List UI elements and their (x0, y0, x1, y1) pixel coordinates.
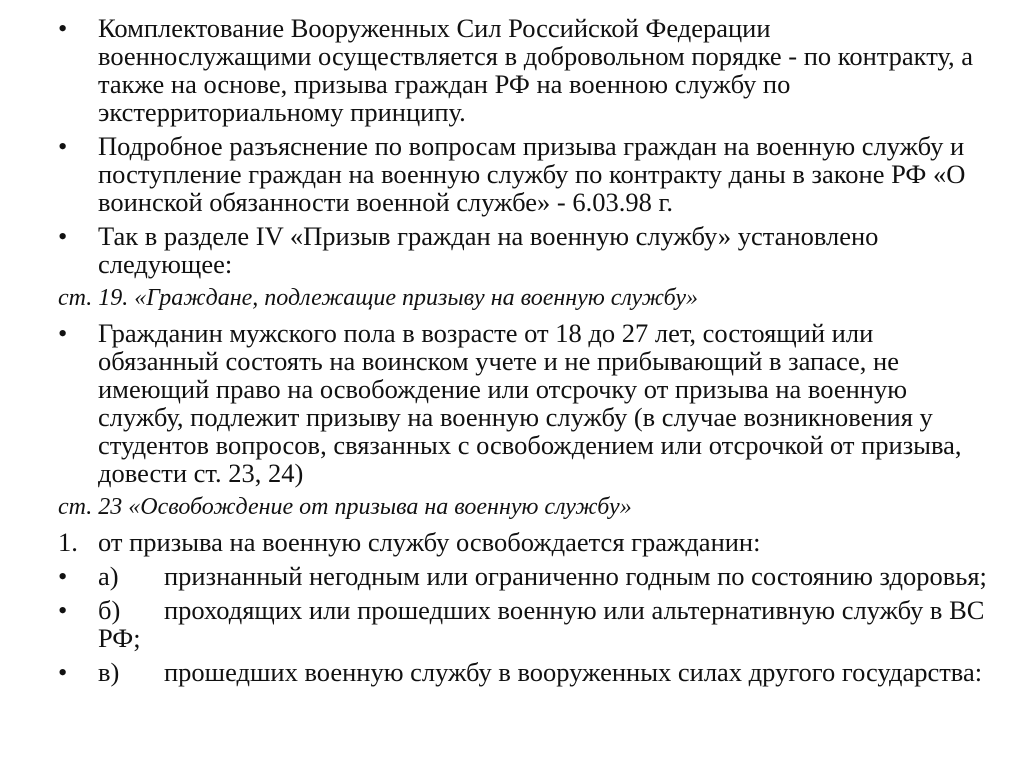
article-19-heading: ст. 19. «Граждане, подлежащие призыву на военную службу» (58, 285, 699, 311)
bullet-marker: • (58, 131, 68, 161)
sub-item-text: прошедших военную службу в вооруженных силах другого государства: (164, 657, 983, 687)
bullet-marker: • (58, 318, 68, 348)
sub-item-label: б) (98, 595, 121, 625)
sub-item-text: признанный негодным или ограниченно годным по состоянию здоровья; (164, 561, 987, 591)
sub-item-body (98, 658, 988, 686)
sub-item-label: в) (98, 657, 120, 687)
numbered-item (58, 528, 988, 556)
sub-item-text: проходящих или прошедших военную или альтернативную службу в ВС РФ; (98, 595, 985, 653)
bullet-item (58, 319, 988, 487)
bullet-text: Так в разделе IV «Призыв граждан на военную службу» установлено следующее: (98, 221, 879, 279)
sub-item-body (98, 562, 988, 590)
sub-item (58, 596, 988, 652)
sub-item (58, 562, 988, 590)
bullet-item (58, 222, 988, 278)
bullet-text: Комплектование Вооруженных Сил Российской Федерации военнослужащими осуществляется в добровольном порядке - по контракту, а также на основе, призыва граждан РФ на военною службу по экстерриториальному принципу. (98, 13, 974, 127)
slide-content (58, 14, 988, 692)
sub-item-label: а) (98, 561, 119, 591)
number-marker: 1. (58, 527, 78, 557)
sub-item-body (98, 596, 988, 652)
bullet-marker: • (58, 561, 68, 591)
bullet-marker: • (58, 657, 68, 687)
bullet-text: Гражданин мужского пола в возрасте от 18 до 27 лет, состоящий или обязанный состоять на воинском учете и не прибывающий в запасе, не имеющий право на освобождение или отсрочку от призыва на военную службу, подлежит призыву на военную службу (в случае возникновения у студентов вопросов, связанных с освобождением или отсрочкой от призыва, довести ст. 23, 24) (98, 318, 962, 488)
bullet-marker: • (58, 13, 68, 43)
bullet-item (58, 132, 988, 216)
bullet-marker: • (58, 221, 68, 251)
bullet-marker: • (58, 595, 68, 625)
bullet-item (58, 14, 988, 126)
bullet-text: Подробное разъяснение по вопросам призыва граждан на военную службу и поступление граждан на военную службу по контракту даны в законе РФ «О воинской обязанности военной службе» - 6.03.98 г. (98, 131, 966, 217)
sub-item (58, 658, 988, 686)
article-23-heading: ст. 23 «Освобождение от призыва на военную службу» (58, 494, 632, 520)
numbered-text: от призыва на военную службу освобождается гражданин: (98, 527, 761, 557)
